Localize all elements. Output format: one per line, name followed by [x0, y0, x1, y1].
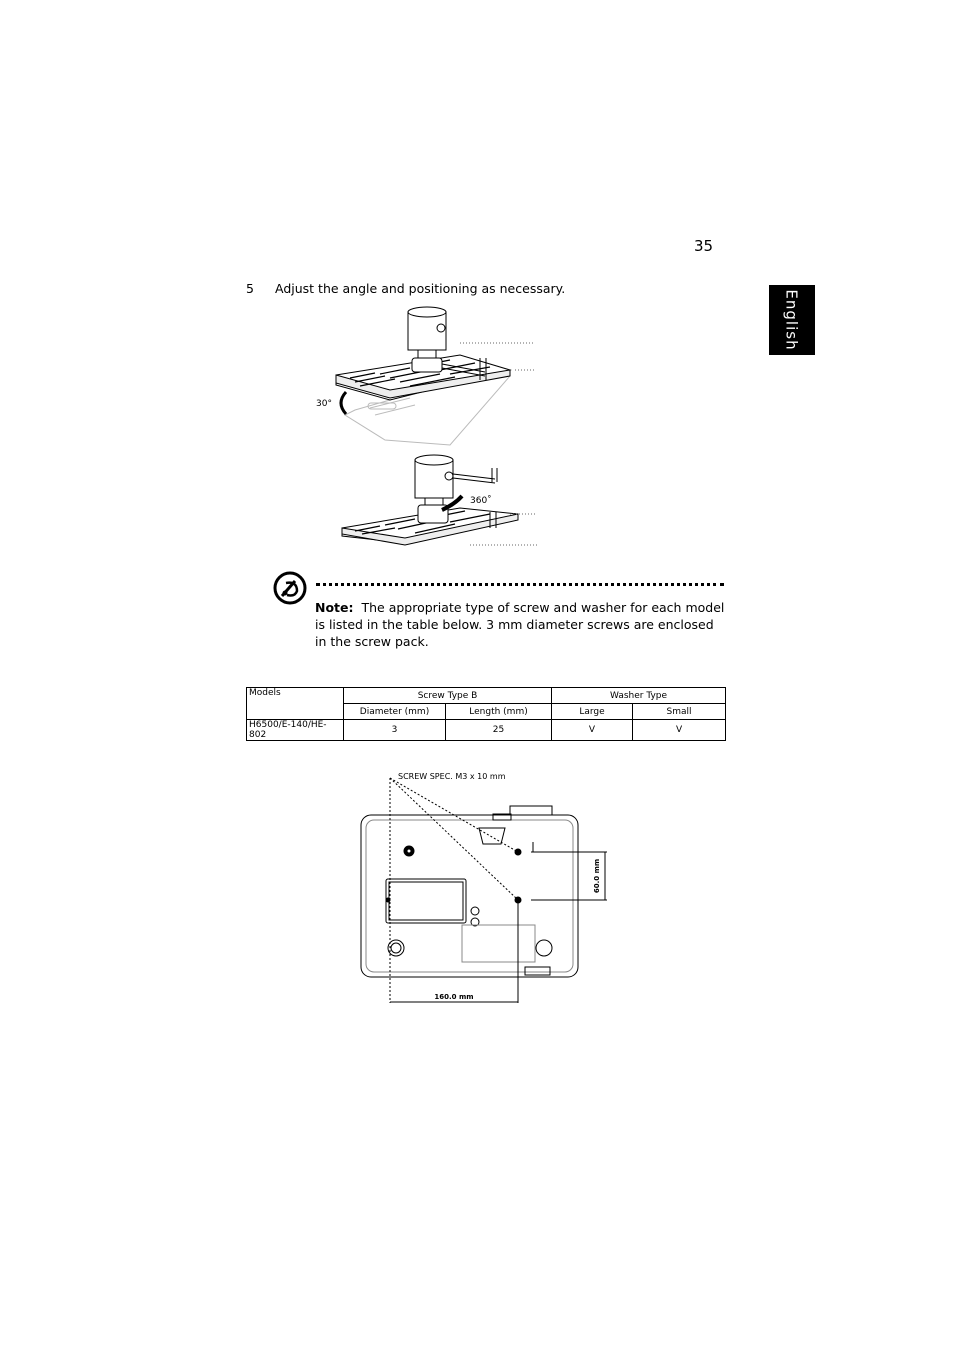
note-label: Note:: [315, 600, 354, 615]
screw-hole-1: [515, 849, 521, 855]
projector-bottom-diagram: [355, 768, 615, 1008]
cell-small: V: [633, 720, 726, 741]
cell-large: V: [552, 720, 633, 741]
width-dimension-label: 160.0 mm: [434, 993, 474, 1001]
header-small: Small: [633, 704, 726, 720]
header-length: Length (mm): [446, 704, 552, 720]
header-models: Models: [247, 688, 344, 720]
height-dimension-label: 60.0 mm: [593, 858, 601, 894]
note-divider: [316, 583, 724, 586]
table-row: [247, 720, 726, 741]
screw-spec-table: [246, 687, 726, 741]
tilt-label: 30°: [316, 399, 332, 409]
step-number: 5: [246, 281, 254, 296]
language-tab: [769, 285, 815, 355]
cell-length: 25: [446, 720, 552, 741]
header-washer-type: Washer Type: [552, 688, 726, 704]
step-text: Adjust the angle and positioning as necessary.: [275, 281, 566, 296]
cell-diameter: 3: [344, 720, 446, 741]
mount-adjust-illustration: [300, 300, 545, 555]
rotate-label: 360˚: [470, 496, 492, 506]
page-number: 35: [694, 237, 714, 255]
note-icon: [273, 571, 307, 605]
header-screw-type: Screw Type B: [344, 688, 552, 704]
connector-panel: [510, 806, 552, 815]
screw-spec-label: SCREW SPEC. M3 x 10 mm: [398, 772, 506, 781]
tilt-arrow-icon: [341, 392, 346, 414]
note-text: The appropriate type of screw and washer for each model is listed in the table below. 3 mm diameter screws are enclosed in the screw pack.: [315, 600, 725, 649]
table-header-row: [247, 688, 726, 704]
header-large: Large: [552, 704, 633, 720]
note-body: [315, 599, 725, 650]
language-tab-label: English: [783, 289, 802, 351]
header-diameter: Diameter (mm): [344, 704, 446, 720]
cell-model: H6500/E-140/HE-802: [247, 720, 344, 741]
